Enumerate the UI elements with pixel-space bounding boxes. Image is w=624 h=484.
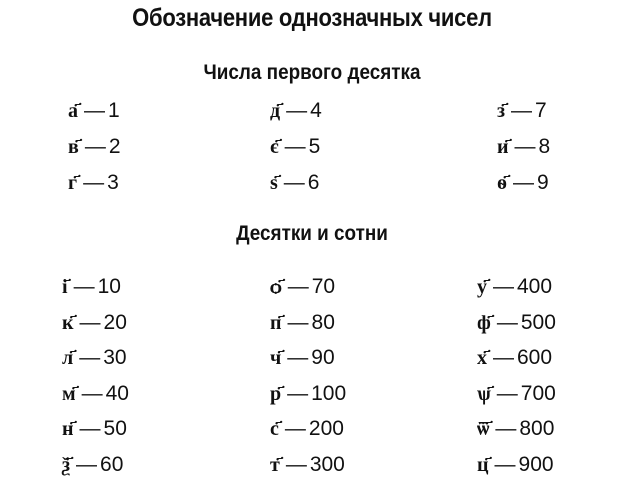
dash-separator: — [76,452,98,476]
numeric-value: 30 [103,346,127,369]
numeric-value: 1 [108,99,120,122]
numeric-value: 9 [537,171,549,194]
numeric-value: 20 [103,310,127,334]
numeric-value: 200 [308,417,344,440]
numeric-value: 8 [538,135,551,158]
numeric-value: 60 [100,452,124,476]
numeric-value: 800 [519,417,555,440]
tens-hundreds-entry [477,306,556,338]
page-title: Обозначение однозначных чисел [132,4,492,32]
dash-separator: — [511,99,533,122]
church-slavonic-numeral: р҃ [270,380,282,405]
section-heading-units: Числа первого десятка [203,61,421,84]
church-slavonic-numeral: з҃ [497,98,506,122]
tens-hundreds-entry [270,412,344,444]
numeric-value: 400 [517,275,553,298]
tens-hundreds-entry [62,377,129,409]
tens-hundreds-entry [477,377,556,409]
church-slavonic-numeral: н҃ [62,416,74,440]
units-entry [497,94,547,126]
dash-separator: — [287,275,309,298]
units-entry [497,166,549,198]
dash-separator: — [513,171,534,194]
numeric-value: 700 [520,381,556,405]
dash-separator: — [79,417,101,440]
numeric-value: 80 [311,310,335,334]
tens-hundreds-entry [62,306,127,338]
dash-separator: — [73,275,95,298]
numeric-value: 3 [107,171,119,194]
church-slavonic-numeral: ц҃ [477,451,489,476]
tens-hundreds-entry [62,270,121,302]
dash-separator: — [79,310,101,334]
dash-separator: — [284,417,306,440]
tens-hundreds-entry [477,341,552,373]
tens-hundreds-entry [62,448,123,480]
tens-hundreds-entry [477,270,552,302]
units-entry [270,130,320,162]
numeric-value: 10 [97,275,121,298]
units-entry [270,166,319,198]
dash-separator: — [494,452,516,476]
church-slavonic-numeral: є҃ [270,134,279,158]
numeric-value: 7 [535,99,547,122]
numeric-value: 90 [311,346,335,369]
dash-separator: — [79,346,101,369]
dash-separator: — [493,346,514,369]
tens-hundreds-entry [62,412,127,444]
numeric-value: 600 [517,346,553,369]
numeric-value: 100 [311,381,347,405]
section-heading-tens-hundreds: Десятки и сотни [236,222,388,245]
units-entry [68,94,120,126]
church-slavonic-numeral: л҃ [62,345,74,369]
church-slavonic-numeral: ѕ҃ [270,170,278,194]
numeric-value: 50 [103,417,127,440]
church-slavonic-numeral: ѻ҃ [270,274,282,298]
dash-separator: — [496,381,518,405]
numeric-value: 500 [520,310,556,334]
church-slavonic-numeral: ѱ҃ [477,380,491,405]
church-slavonic-numeral: с҃ [270,416,279,440]
church-slavonic-numeral: д҃ [270,98,281,122]
church-slavonic-numeral: м҃ [62,380,76,405]
numeric-value: 5 [308,135,321,158]
church-slavonic-numeral: ч҃ [270,345,282,369]
dash-separator: — [285,452,307,476]
church-slavonic-numeral: у҃ [477,274,487,298]
units-entry [270,94,322,126]
dash-separator: — [496,310,518,334]
dash-separator: — [83,171,105,194]
units-entry [68,166,119,198]
dash-separator: — [81,381,103,405]
church-slavonic-numeral: г҃ [68,170,78,194]
tens-hundreds-entry [477,448,554,480]
numeric-value: 6 [307,171,320,194]
church-slavonic-numeral: ф҃ [477,309,491,334]
dash-separator: — [283,171,305,194]
numeric-value: 2 [108,135,121,158]
tens-hundreds-entry [270,341,335,373]
church-slavonic-numeral: ѳ҃ [497,170,507,194]
tens-hundreds-entry [62,341,127,373]
dash-separator: — [84,99,105,122]
church-slavonic-numeral: ѿ҃ [477,416,490,440]
tens-hundreds-entry [270,448,345,480]
dash-separator: — [284,135,306,158]
dash-separator: — [84,135,106,158]
church-slavonic-numeral: в҃ [68,134,79,158]
numeric-value: 4 [310,99,322,122]
church-slavonic-numeral: п҃ [270,309,282,334]
church-slavonic-numeral: х҃ [477,345,487,369]
church-slavonic-numeral: ѯ҃ [62,451,71,476]
numeric-value: 300 [309,452,345,476]
dash-separator: — [493,275,514,298]
church-slavonic-numeral: а҃ [68,98,78,122]
numeric-value: 40 [105,381,129,405]
tens-hundreds-entry [270,306,335,338]
tens-hundreds-entry [270,270,335,302]
tens-hundreds-entry [270,377,346,409]
dash-separator: — [287,381,309,405]
dash-separator: — [286,99,308,122]
church-slavonic-numeral: т҃ [270,451,280,476]
tens-hundreds-entry [477,412,554,444]
units-entry [497,130,550,162]
church-slavonic-numeral: к҃ [62,309,74,334]
dash-separator: — [287,310,309,334]
dash-separator: — [514,135,536,158]
units-entry [68,130,121,162]
dash-separator: — [287,346,309,369]
church-slavonic-numeral: і҃ [62,274,68,298]
dash-separator: — [495,417,517,440]
numeric-value: 70 [311,275,336,298]
numeric-value: 900 [518,452,554,476]
church-slavonic-numeral: и҃ [497,134,509,158]
